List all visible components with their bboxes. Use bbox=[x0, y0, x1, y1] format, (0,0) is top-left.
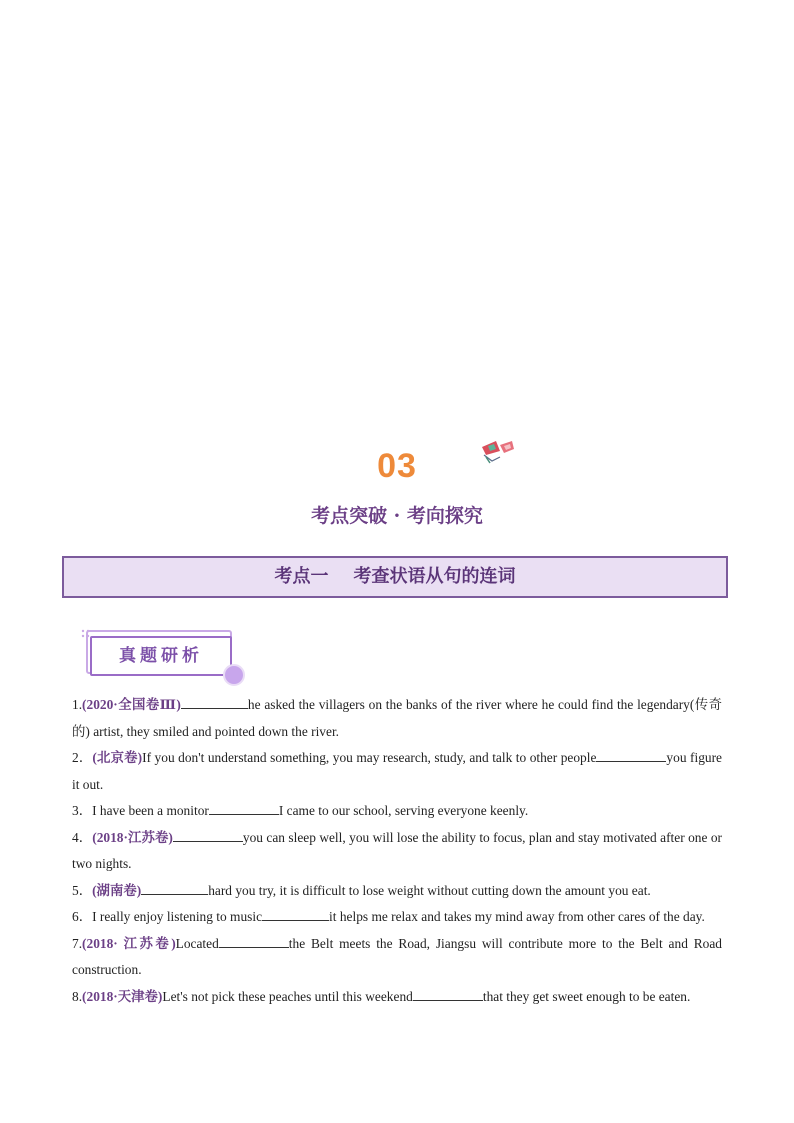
answer-blank[interactable] bbox=[173, 829, 243, 842]
question-item: 1.(2020·全国卷Ⅲ) he asked the villagers on the banks of the river where he could find the legendary(传奇的) artist, they smiled and pointed down the river. bbox=[72, 697, 722, 739]
answer-blank[interactable] bbox=[219, 935, 289, 948]
tag-circle-icon bbox=[223, 664, 245, 686]
question-list bbox=[72, 692, 722, 1010]
question-item: 3．I have been a monitor I came to our school, serving everyone keenly. bbox=[72, 803, 529, 818]
exam-tag bbox=[80, 628, 250, 684]
answer-blank[interactable] bbox=[262, 908, 329, 921]
question-item: 4．(2018·江苏卷) you can sleep well, you will lose the ability to focus, plan and stay motivated after one or two nights. bbox=[72, 829, 722, 871]
tag-label: 真题研析 bbox=[90, 636, 232, 676]
question-item: 2．(北京卷)If you don't understand something, you may research, study, and talk to other people you figure it out. bbox=[72, 750, 722, 792]
kite-decoration-icon bbox=[478, 437, 518, 465]
topic-title: 考查状语从句的连词 bbox=[353, 566, 516, 587]
question-item: 5．(湖南卷) hard you try, it is difficult to lose weight without cutting down the amount you eat. bbox=[72, 882, 651, 898]
answer-blank[interactable] bbox=[413, 988, 483, 1001]
answer-blank[interactable] bbox=[141, 882, 208, 895]
question-item: 7.(2018· 江苏卷)Located the Belt meets the Road, Jiangsu will contribute more to the Belt and Road construction. bbox=[72, 935, 722, 977]
answer-blank[interactable] bbox=[181, 696, 248, 709]
answer-blank[interactable] bbox=[596, 749, 666, 762]
topic-header bbox=[62, 556, 728, 598]
question-item: 6．I really enjoy listening to music it helps me relax and takes my mind away from other cares of the day. bbox=[72, 909, 705, 924]
section-subtitle: 考点突破 · 考向探究 bbox=[311, 505, 483, 527]
section-number: 03 bbox=[377, 447, 417, 485]
question-item: 8.(2018·天津卷)Let's not pick these peaches until this weekend that they get sweet enough to be eaten. bbox=[72, 988, 691, 1004]
answer-blank[interactable] bbox=[209, 802, 279, 815]
topic-label: 考点一 bbox=[274, 566, 329, 587]
